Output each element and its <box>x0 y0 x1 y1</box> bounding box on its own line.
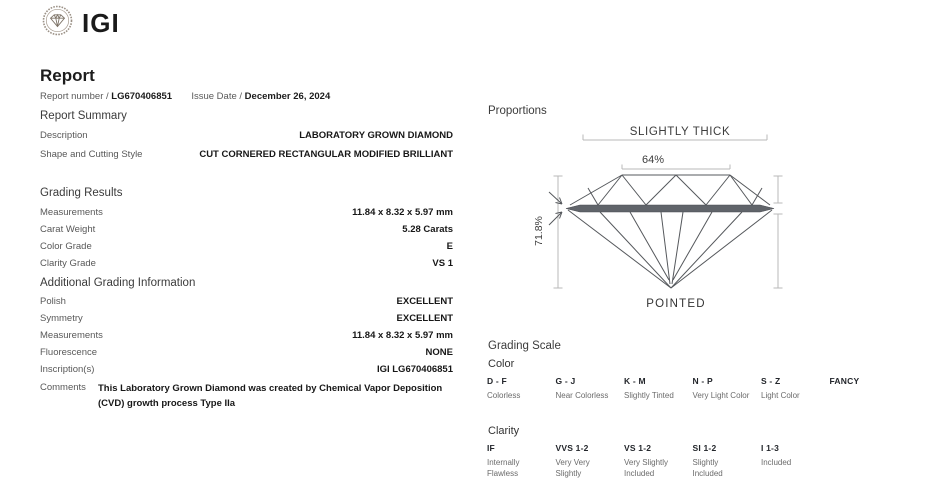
grade-range: VS 1-2 <box>624 443 652 453</box>
report-summary-heading: Report Summary <box>40 110 127 122</box>
clarity-scale <box>487 443 907 479</box>
issue-date: December 26, 2024 <box>244 91 331 102</box>
row-label: Shape and Cutting Style <box>40 149 143 160</box>
grading-scale-heading: Grading Scale <box>488 340 561 352</box>
row-label: Carat Weight <box>40 224 96 235</box>
page-title: Report <box>40 66 95 85</box>
row-label: Color Grade <box>40 241 92 252</box>
grading-row <box>40 258 453 275</box>
comments-text: This Laboratory Grown Diamond was created by Chemical Vapor Deposition (CVD) growth process Type IIa <box>98 383 443 409</box>
clarity-grade-cell <box>693 443 762 479</box>
additional-row <box>40 313 453 330</box>
row-label: Measurements <box>40 207 103 218</box>
additional-row <box>40 347 453 364</box>
grading-results-rows <box>40 207 453 275</box>
report-number-label: Report number / <box>40 91 109 102</box>
grading-row <box>40 207 453 224</box>
grade-range: G - J <box>555 376 576 386</box>
grading-results-heading: Grading Results <box>40 187 123 199</box>
svg-text:POINTED: POINTED <box>646 298 706 310</box>
proportions-diagram <box>480 123 900 315</box>
color-grade-cell <box>761 376 830 400</box>
color-scale <box>487 376 907 400</box>
row-value: NONE <box>425 347 453 358</box>
row-label: Description <box>40 130 88 141</box>
igi-logo <box>42 5 120 41</box>
color-grade-cell <box>830 376 899 400</box>
grading-row <box>40 224 453 241</box>
row-value: E <box>446 241 453 252</box>
grading-row <box>40 241 453 258</box>
grade-desc: Light Color <box>761 391 800 400</box>
row-value: CUT CORNERED RECTANGULAR MODIFIED BRILLIANT <box>199 149 453 160</box>
row-value: EXCELLENT <box>396 296 453 307</box>
clarity-scale-heading: Clarity <box>488 425 520 437</box>
svg-text:71.8%: 71.8% <box>533 216 545 246</box>
grade-range: I 1-3 <box>761 443 780 453</box>
logo-wordmark: IGI <box>82 8 120 38</box>
additional-row <box>40 330 453 347</box>
grade-desc: Internally Flawless <box>487 458 520 478</box>
grade-range: SI 1-2 <box>692 443 717 453</box>
clarity-grade-cell <box>761 443 830 479</box>
issue-date-label: Issue Date / <box>191 91 243 102</box>
row-label: Polish <box>40 296 66 307</box>
row-value: 11.84 x 8.32 x 5.97 mm <box>352 207 453 218</box>
svg-text:SLIGHTLY THICK: SLIGHTLY THICK <box>629 126 731 138</box>
additional-info-heading: Additional Grading Information <box>40 277 196 289</box>
proportions-heading: Proportions <box>488 105 547 117</box>
grade-range: FANCY <box>829 376 860 386</box>
grade-range: K - M <box>624 376 646 386</box>
clarity-grade-cell <box>556 443 625 479</box>
row-value: 11.84 x 8.32 x 5.97 mm <box>352 330 453 341</box>
grade-desc: Very Slightly Included <box>624 458 669 478</box>
color-grade-cell <box>487 376 556 400</box>
color-grade-cell <box>624 376 693 400</box>
igi-seal-icon <box>42 5 73 41</box>
row-label: Measurements <box>40 330 103 341</box>
grade-desc: Slightly Tinted <box>624 391 674 400</box>
clarity-grade-cell <box>624 443 693 479</box>
color-grade-cell <box>693 376 762 400</box>
comments-label: Comments <box>40 382 86 393</box>
svg-text:64%: 64% <box>641 154 665 166</box>
row-value: LABORATORY GROWN DIAMOND <box>299 130 453 141</box>
grade-desc: Very Very Slightly <box>555 458 590 478</box>
additional-info-rows <box>40 296 453 381</box>
color-scale-heading: Color <box>488 358 515 370</box>
clarity-grade-cell <box>487 443 556 479</box>
row-value: EXCELLENT <box>396 313 453 324</box>
row-value: IGI LG670406851 <box>376 364 453 375</box>
grade-desc: Colorless <box>487 391 521 400</box>
grade-desc: Very Light Color <box>692 391 750 400</box>
grade-range: VVS 1-2 <box>555 443 589 453</box>
grade-range: IF <box>487 443 495 453</box>
report-number: LG670406851 <box>111 91 173 102</box>
grade-range: D - F <box>487 376 507 386</box>
row-label: Symmetry <box>40 313 83 324</box>
summary-row <box>40 130 453 149</box>
summary-row <box>40 149 453 168</box>
additional-row <box>40 296 453 313</box>
report-meta <box>40 91 330 102</box>
row-label: Inscription(s) <box>40 364 95 375</box>
row-label: Fluorescence <box>40 347 98 358</box>
grade-desc: Included <box>761 458 792 467</box>
additional-row <box>40 364 453 381</box>
grade-range: N - P <box>692 376 713 386</box>
row-value: 5.28 Carats <box>402 224 453 235</box>
comments-row <box>40 381 453 411</box>
row-label: Clarity Grade <box>40 258 96 269</box>
grade-range: S - Z <box>761 376 781 386</box>
diamond-profile-diagram <box>480 123 900 315</box>
grade-desc: Slightly Included <box>692 458 723 478</box>
color-grade-cell <box>556 376 625 400</box>
row-value: VS 1 <box>432 258 453 269</box>
report-summary-rows <box>40 130 453 168</box>
grade-desc: Near Colorless <box>555 391 609 400</box>
